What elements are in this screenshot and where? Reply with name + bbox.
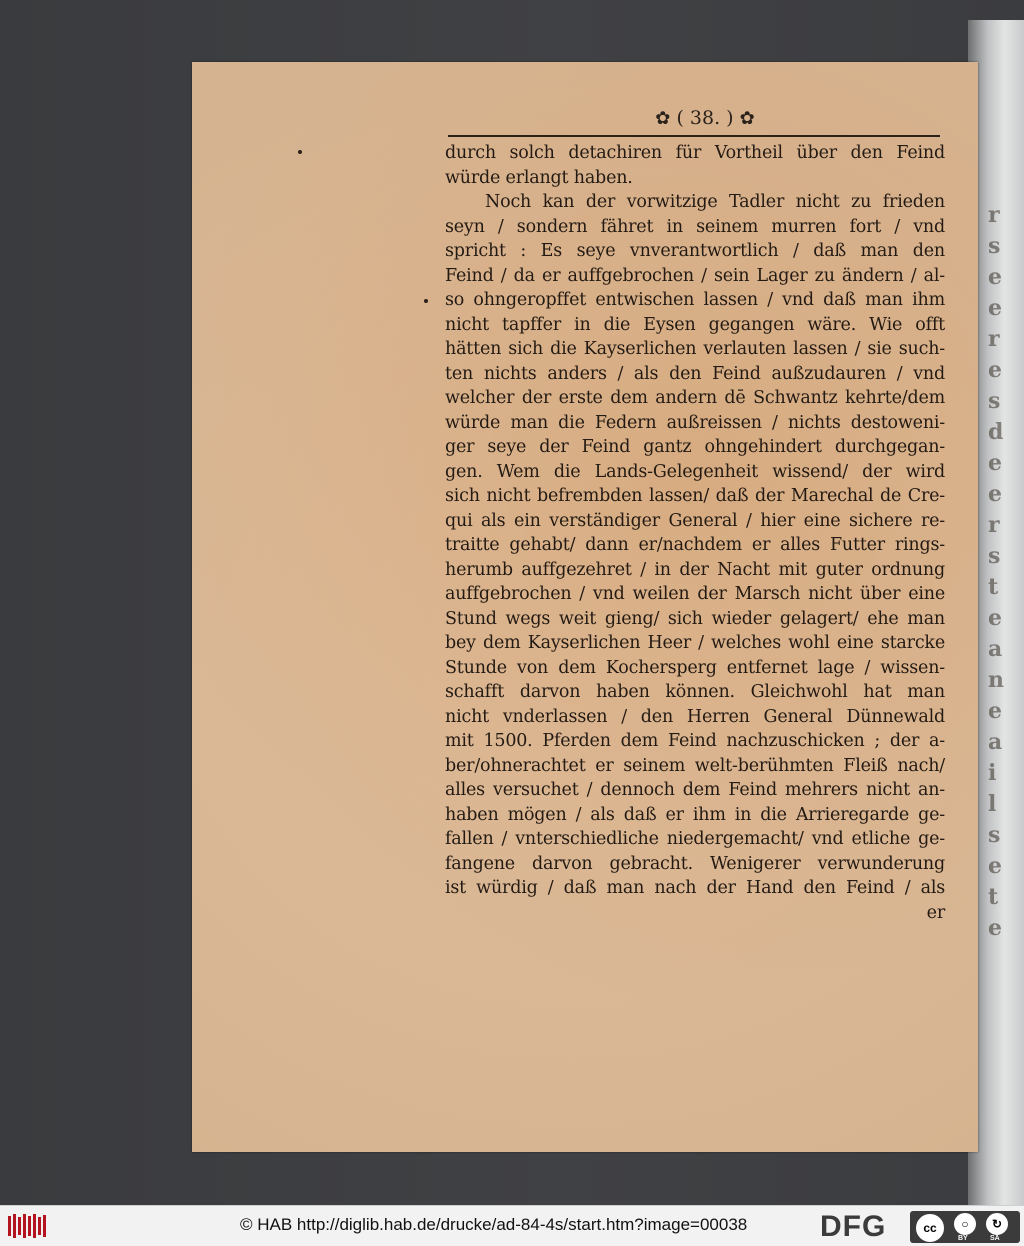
text-line: nicht tapffer in die Eysen gegangen wäre. Wie offt: [445, 314, 945, 335]
footer-bar: [0, 1205, 1024, 1246]
cc-sa-label: SA: [990, 1235, 1000, 1242]
text-line: gen. Wem die Lands-Gelegenheit wissend/ der wird: [445, 461, 945, 482]
margin-speck: [424, 299, 428, 303]
text-line: würde man die Federn außreissen / nichts destoweni-: [445, 412, 945, 433]
text-line: mit 1500. Pferden dem Feind nachzuschicken ; der a-: [445, 731, 945, 751]
ornament-left-icon: ✿: [655, 108, 671, 129]
catchword: er: [926, 902, 945, 923]
cc-by-label: BY: [958, 1235, 968, 1242]
text-line: hätten sich die Kayserlichen verlauten lassen / sie such-: [445, 339, 945, 359]
dfg-logo[interactable]: DFG: [820, 1210, 887, 1243]
text-line: Noch kan der vorwitzige Tadler nicht zu frieden: [485, 192, 945, 212]
text-line: ger seye der Feind gantz ohngehindert durchgegan-: [445, 437, 945, 457]
text-line: bey dem Kayserlichen Heer / welches wohl eine starcke: [445, 633, 945, 653]
text-line: würde erlangt haben.: [445, 167, 633, 188]
text-line: fallen / vnterschiedliche niedergemacht/ vnd etliche ge-: [445, 829, 945, 849]
text-line: spricht : Es seye vnverantwortlich / daß man den: [445, 241, 945, 261]
text-line: schafft darvon haben können. Gleichwohl hat man: [445, 682, 945, 702]
page-number: ( 38. ): [676, 107, 734, 129]
text-line: Feind / da er auffgebrochen / sein Lager zu ändern / al-: [445, 265, 945, 286]
citation-link[interactable]: © HAB http://diglib.hab.de/drucke/ad-84-4s/start.htm?image=00038: [240, 1215, 748, 1234]
body-text: [445, 141, 945, 925]
text-line: haben mögen / als daß er ihm in die Arrieregarde ge-: [445, 804, 945, 825]
text-line: so ohngeropffet entwischen lassen / vnd daß man ihm: [445, 290, 945, 310]
text-line: sich nicht befrembden lassen/ daß der Marechal de Cre-: [445, 486, 945, 506]
text-line: alles versuchet / dennoch dem Feind mehrers nicht an-: [445, 780, 945, 800]
text-line: ber/ohnerachtet er seinem welt-berühmten Fleiß nach/: [445, 755, 945, 776]
cc-icon: cc: [916, 1214, 944, 1242]
text-line: auffgebrochen / vnd weilen der Marsch nicht über eine: [445, 584, 945, 604]
text-line: welcher der erste dem andern dē Schwantz kehrte/dem: [445, 388, 945, 408]
text-line: qui als ein verständiger General / hier eine sichere re-: [445, 510, 945, 531]
text-line: fangene darvon gebracht. Wenigerer verwunderung: [445, 853, 945, 874]
share-alike-icon: ↻: [986, 1213, 1008, 1235]
margin-speck: [298, 150, 302, 154]
text-line: Stund wegs weit gieng/ sich wieder gelagert/ ehe man: [445, 608, 945, 629]
text-line: seyn / sondern fähret in seinem murren fort / vnd: [445, 216, 945, 237]
text-line: nicht vnderlassen / den Herren General Dünnewald: [445, 706, 945, 727]
text-line: ist würdig / daß man nach der Hand den Feind / als: [445, 878, 945, 898]
text-line: Stunde von dem Kochersperg entfernet lage / wissen-: [445, 657, 945, 678]
hab-logo-icon[interactable]: [8, 1214, 48, 1238]
text-line: traitte gehabt/ dann er/nachdem er alles Futter rings-: [445, 535, 945, 555]
ornament-right-icon: ✿: [739, 108, 755, 129]
next-page-bleed-text: r s e e r e s d e e r s t e a n e a i l s e t e: [988, 202, 1004, 941]
attribution-person-icon: ○: [954, 1213, 976, 1235]
text-line: durch solch detachiren für Vortheil über den Feind: [445, 143, 945, 163]
header-rule: [448, 135, 940, 137]
text-line: ten nichts anders / als den Feind außzudauren / vnd: [445, 363, 945, 384]
text-line: herumb auffgezehret / in der Nacht mit guter ordnung: [445, 559, 945, 580]
page-header: [640, 107, 770, 129]
cc-license-badge[interactable]: [910, 1211, 1020, 1243]
